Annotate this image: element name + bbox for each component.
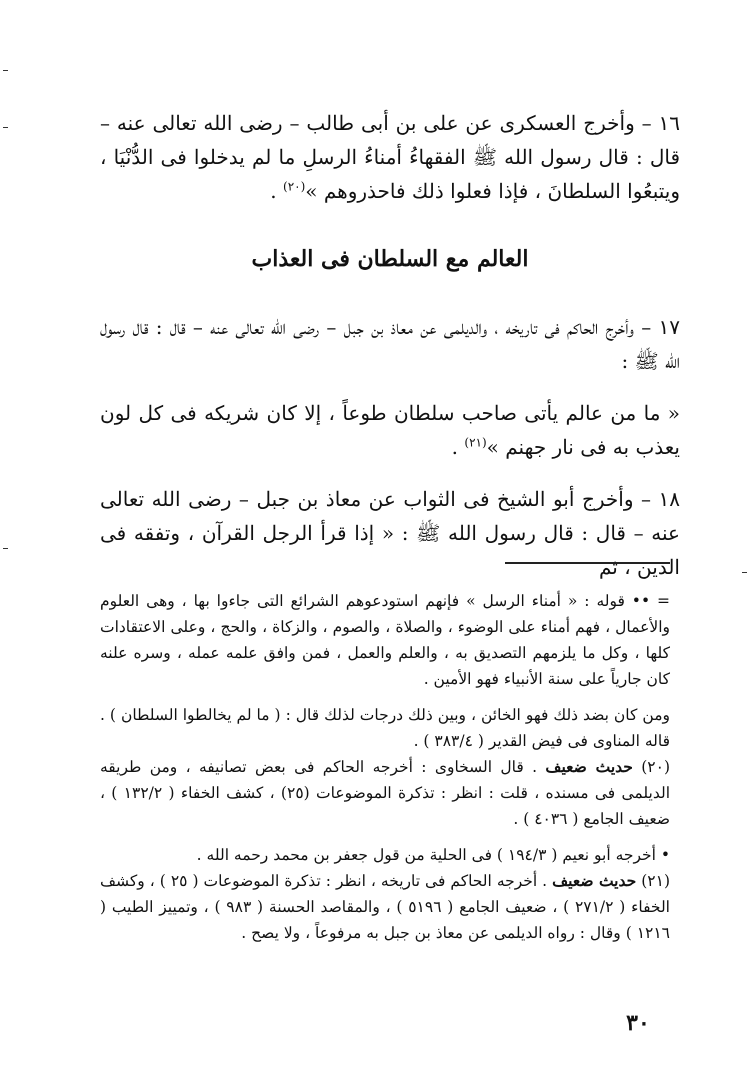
footnote-continuation-2: ومن كان بضد ذلك فهو الخائن ، وبين ذلك درجات لذلك قال : ( ما لم يخالطوا السلطان ) . قاله المناوى فى فيض القدير ( ٣٨٣/٤ ) . bbox=[100, 706, 670, 750]
footnote-ref-21: (٢١) bbox=[464, 435, 487, 450]
footnote-bullet: • أخرجه أبو نعيم ( ١٩٤/٣ ) فى الحلية من قول جعفر بن محمد رحمه الله . bbox=[196, 846, 670, 864]
footnote-ref-20: (٢٠) bbox=[283, 179, 306, 194]
footnote-20-text: . قال السخاوى : أخرجه الحاكم فى بعض تصانيفه ، ومن طريقه الديلمى فى مسنده ، قلت : انظر : تذكرة الموضوعات (٢٥) ، كشف الخفاء ( ١٣٢/٢ ) ، ضعيف الجامع ( ٤٠٣٦ ) . bbox=[100, 758, 671, 828]
footnote-20-label: (٢٠) bbox=[641, 758, 670, 776]
footnote-21 bbox=[100, 868, 670, 946]
hadith-18: ١٨ – وأخرج أبو الشيخ فى الثواب عن معاذ بن جبل – رضى الله تعالى عنه – قال : قال رسول الله ﷺ : « إذا قرأ الرجل القرآن ، وتفقه فى الدين ، ثم bbox=[100, 487, 680, 579]
edge-mark bbox=[3, 127, 8, 128]
footnote-20-grade: حديث ضعيف bbox=[545, 757, 633, 776]
footnote-20 bbox=[100, 754, 670, 832]
hadith-17-quote-end: . bbox=[451, 435, 465, 459]
hadith-17-quote bbox=[100, 396, 680, 464]
footnote-separator bbox=[505, 562, 670, 564]
edge-mark bbox=[3, 548, 8, 549]
hadith-17: ١٧ – وأخرج الحاكم فى تاريخه ، والديلمى عن معاذ بن جبل – رضى الله تعالى عنه – قال : قال رسول الله ﷺ : bbox=[100, 315, 680, 373]
footnote-continuation: = •• قوله : « أمناء الرسل » فإنهم استودعوهم الشرائع التى جاءوا بها ، وهى العلوم والأعمال ، فهم أمناء على الوضوء ، والصلاة ، والصوم ، والزكاة ، والحج ، وعلى الاعتقادات كلها ، وكل ما يلزمهم التصديق به ، والعلم والعمل ، فمن وافق علمه عمله ، وسره علنه كان جارياً على سنة الأنبياء فهو الأمين . bbox=[100, 592, 670, 688]
footnote-21-grade: حديث ضعيف bbox=[552, 871, 637, 890]
hadith-16 bbox=[100, 106, 680, 208]
section-heading: العالم مع السلطان فى العذاب bbox=[251, 246, 529, 272]
hadith-16-end: . bbox=[270, 179, 284, 203]
edge-mark bbox=[742, 572, 747, 573]
edge-mark bbox=[3, 70, 8, 71]
main-text bbox=[100, 106, 680, 584]
hadith-17-quote-text: « ما من عالم يأتى صاحب سلطان طوعاً ، إلا كان شريكه فى كل لون يعذب به فى نار جهنم » bbox=[100, 401, 680, 459]
page-number: ٣٠ bbox=[626, 1010, 650, 1036]
footnotes bbox=[100, 588, 670, 946]
footnote-21-label: (٢١) bbox=[641, 872, 671, 890]
hadith-16-text: ١٦ – وأخرج العسكرى عن على بن أبى طالب – رضى الله تعالى عنه – قال : قال رسول الله ﷺ الفقهاءُ أمناءُ الرسلِ ما لم يدخلوا فى الدُّنْيَا ، ويتبعُوا السلطانَ ، فإذا فعلوا ذلك فاحذروهم » bbox=[100, 111, 680, 203]
footnote-21-text: . أخرجه الحاكم فى تاريخه ، انظر : تذكرة الموضوعات ( ٢٥ ) ، وكشف الخفاء ( ٢٧١/٢ ) ، ضعيف الجامع ( ٥١٩٦ ) ، والمقاصد الحسنة ( ٩٨٣ ) ، وتمييز الطيب ( ١٢١٦ ) وقال : رواه الديلمى عن معاذ بن جبل به مرفوعاً ، ولا يصح . bbox=[100, 872, 670, 942]
